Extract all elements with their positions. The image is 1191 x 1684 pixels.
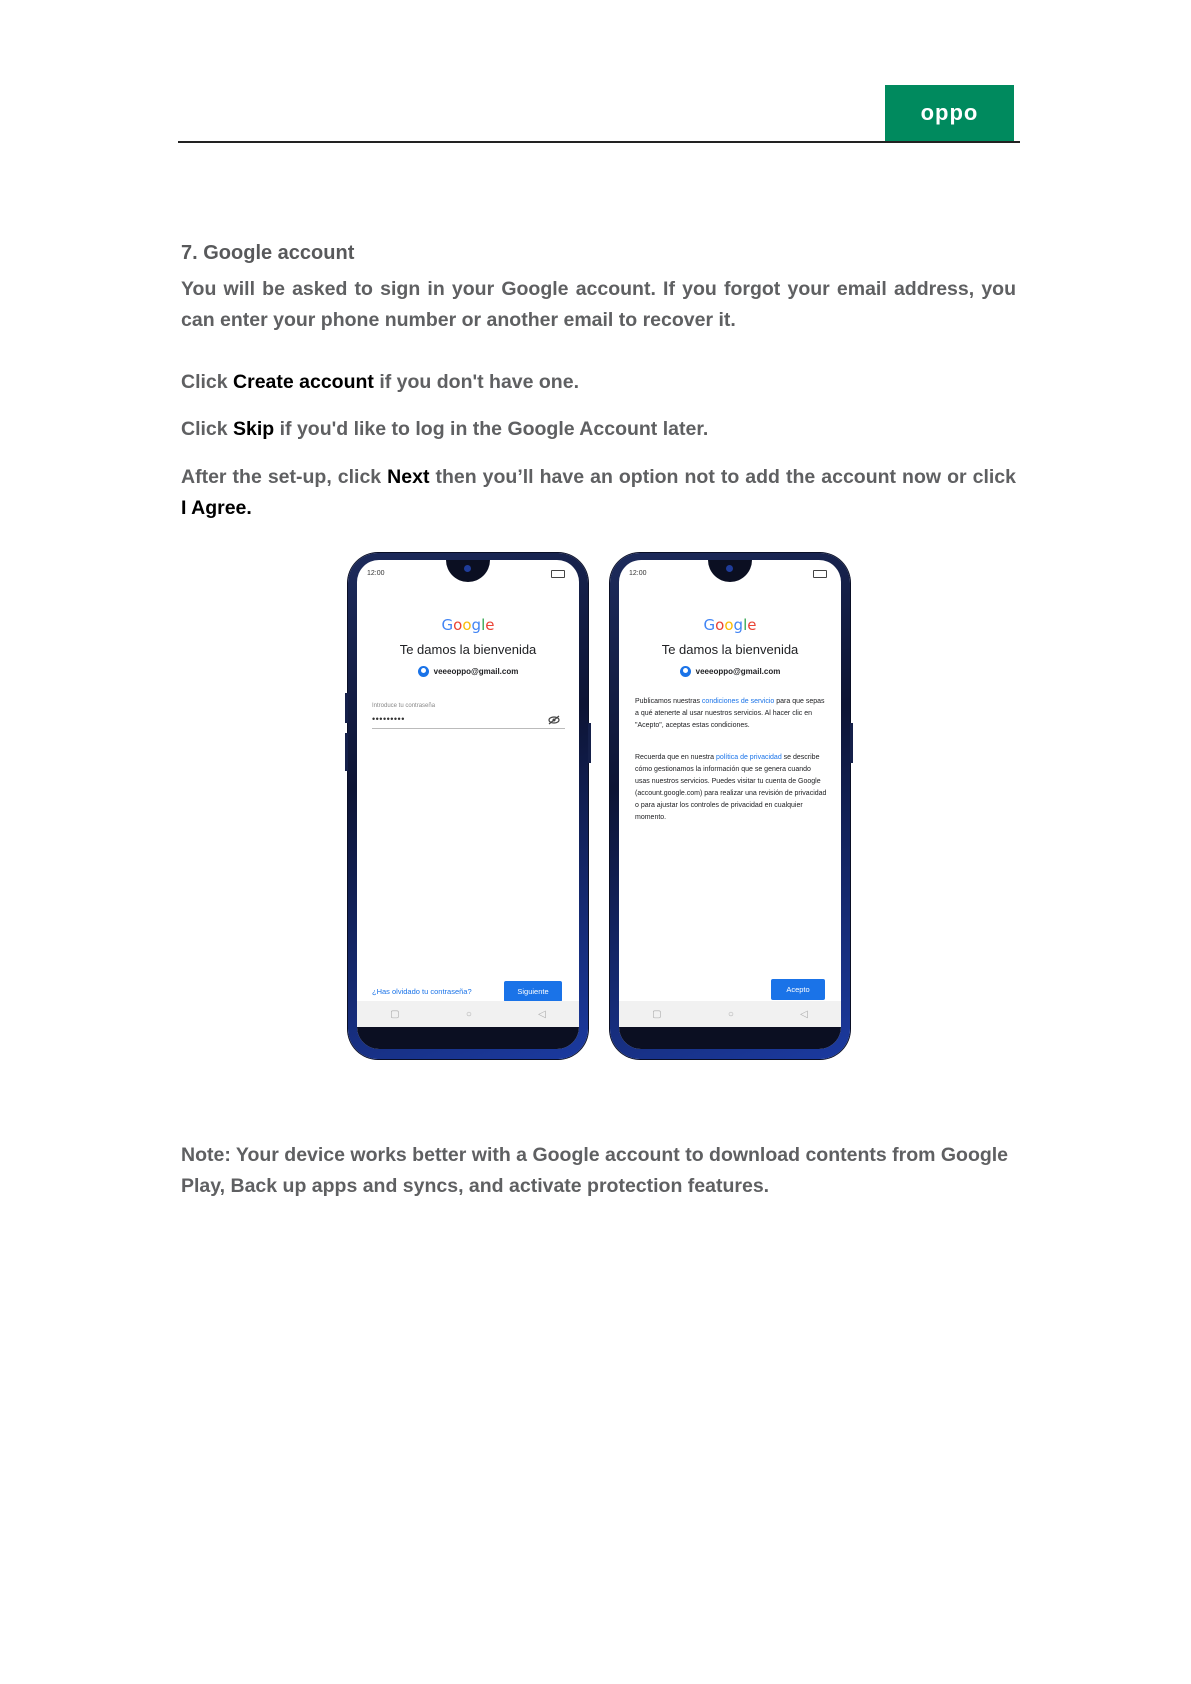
skip-paragraph [181,414,1016,445]
logo-letter: o [715,616,725,634]
create-account-paragraph [181,367,1016,398]
password-label: Introduce tu contraseña [372,703,436,709]
camera-notch [708,560,752,582]
privacy-paragraph [635,752,827,824]
phone-left [348,553,588,1059]
logo-letter: g [471,616,482,634]
battery-icon [551,570,565,578]
logo-letter: o [453,616,463,634]
account-email: veeeoppo@gmail.com [695,667,781,676]
next-keyword: Next [387,466,430,488]
para-middle: then you’ll have an option not to add the account now or click [429,466,1016,488]
para-suffix: if you'd like to log in the Google Account later. [274,418,709,440]
phone-screen [357,560,579,1049]
nav-bar [619,1001,841,1027]
header-divider [178,141,1020,143]
i-agree-keyword: I Agree. [181,497,252,519]
oppo-logo: oppo [885,85,1014,141]
home-icon[interactable]: ○ [727,1008,734,1020]
terms-of-service-link[interactable]: condiciones de servicio [701,698,775,705]
account-chip[interactable] [619,666,841,677]
section-title: 7. Google account [181,242,355,264]
create-account-keyword: Create account [233,371,374,393]
welcome-text: Te damos la bienvenida [661,642,799,657]
phone-screenshots [348,553,850,1061]
power-button [850,723,853,763]
account-chip[interactable] [357,666,579,677]
logo-letter: e [485,616,495,634]
home-icon[interactable]: ○ [465,1008,472,1020]
status-time: 12:00 [629,570,647,577]
google-logo [619,616,841,634]
privacy-text: Recuerda que en nuestra [635,754,716,761]
visibility-off-icon[interactable] [548,715,560,728]
phone-right [610,553,850,1059]
privacy-policy-link[interactable]: política de privacidad [715,754,782,761]
account-circle-icon [418,666,429,677]
logo-letter: o [724,616,734,634]
status-time: 12:00 [367,570,385,577]
terms-text: para que sepas a qué atenerte al usar nuestros servicios. Al hacer clic en "Acepto", aceptas estas condiciones. [635,698,825,729]
phone-chin [357,1027,579,1049]
accept-button[interactable]: Acepto [771,979,825,1000]
battery-icon [813,570,827,578]
next-button[interactable]: Siguiente [504,981,562,1002]
back-icon[interactable]: ◁ [538,1008,546,1020]
intro-paragraph: You will be asked to sign in your Google account. If you forgot your email address, you can enter your phone number or another email to recover it. [181,278,1016,331]
skip-keyword: Skip [233,418,275,440]
power-button [588,723,591,763]
privacy-text: se describe cómo gestionamos la información que se genera cuando usas nuestros servicios. Puedes visitar tu cuenta de Google (account.google.com) para realizar una revisión de privacidad o para ajustar los controles de privacidad en cualquier momento. [635,754,827,821]
recents-icon[interactable]: ▢ [652,1008,662,1020]
terms-text: Publicamos nuestras [635,698,702,705]
para-prefix: Click [181,371,234,393]
terms-paragraph [635,696,827,732]
google-logo [357,616,579,634]
nav-bar [357,1001,579,1027]
account-circle-icon [680,666,691,677]
logo-letter: G [441,616,454,634]
logo-letter: G [703,616,716,634]
para-prefix: After the set-up, click [181,466,388,488]
volume-button [345,733,348,771]
password-underline [372,728,565,729]
logo-letter: g [733,616,744,634]
welcome-text: Te damos la bienvenida [399,642,537,657]
forgot-password-link[interactable]: ¿Has olvidado tu contraseña? [372,987,472,996]
logo-letter: e [747,616,757,634]
password-input[interactable]: ••••••••• [372,714,405,724]
account-email: veeeoppo@gmail.com [433,667,519,676]
next-paragraph [181,462,1016,524]
logo-letter: o [462,616,472,634]
para-prefix: Click [181,418,234,440]
phone-screen [619,560,841,1049]
volume-button [345,693,348,723]
back-icon[interactable]: ◁ [800,1008,808,1020]
camera-notch [446,560,490,582]
note-paragraph: Note: Your device works better with a Google account to download contents from Google Play, Back up apps and syncs, and activate protection features. [181,1144,1009,1197]
logo-letter: l [743,616,748,634]
logo-letter: l [481,616,486,634]
recents-icon[interactable]: ▢ [390,1008,400,1020]
phone-chin [619,1027,841,1049]
para-suffix: if you don't have one. [373,371,579,393]
